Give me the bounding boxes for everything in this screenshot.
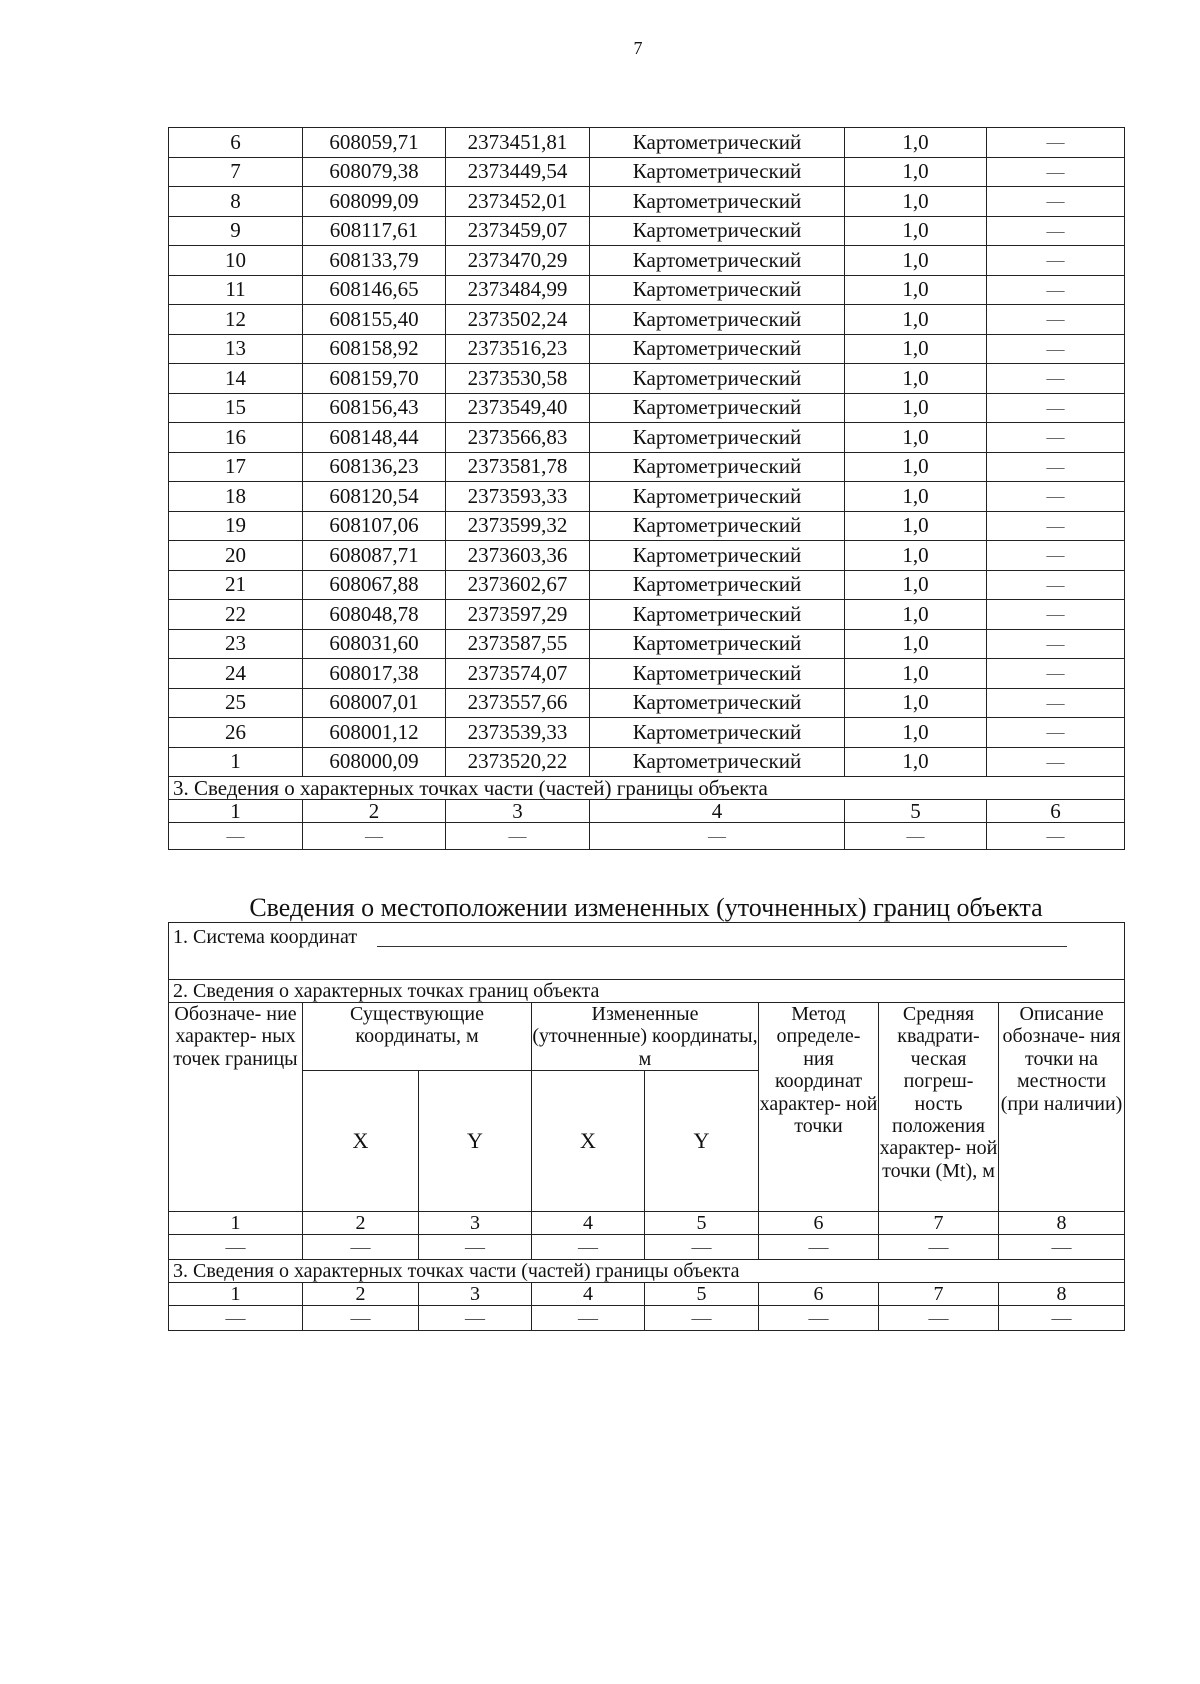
table-cell: Картометрический — [590, 128, 845, 158]
table-cell: 1,0 — [845, 187, 987, 217]
header-point-designation: Обозначе- ние характер- ных точек границы — [169, 1003, 303, 1212]
table-cell: Картометрический — [590, 482, 845, 512]
table-cell: 18 — [169, 482, 303, 512]
table-cell: 1,0 — [845, 688, 987, 718]
table-cell: 24 — [169, 659, 303, 689]
table-cell: — — [987, 747, 1125, 777]
table-cell: 608133,79 — [303, 246, 446, 276]
empty-cell: — — [303, 823, 446, 850]
table-row — [169, 541, 1125, 571]
table-cell: 1,0 — [845, 393, 987, 423]
table-cell: Картометрический — [590, 600, 845, 630]
table-cell: 608087,71 — [303, 541, 446, 571]
table-cell: 1,0 — [845, 570, 987, 600]
table-cell: 2373449,54 — [446, 157, 590, 187]
table-cell: 1,0 — [845, 718, 987, 748]
table-cell: Картометрический — [590, 452, 845, 482]
header-existing-coords: Существующие координаты, м — [303, 1003, 532, 1071]
table-cell: 1,0 — [845, 511, 987, 541]
empty-cell: — — [169, 1235, 303, 1260]
table-row — [169, 393, 1125, 423]
table-cell: 608120,54 — [303, 482, 446, 512]
table-row — [169, 187, 1125, 217]
header-method: Метод определе- ния координат характер- ной точки — [759, 1003, 879, 1212]
table-cell: 608031,60 — [303, 629, 446, 659]
table-cell: — — [987, 364, 1125, 394]
table-cell: 26 — [169, 718, 303, 748]
table-row — [169, 659, 1125, 689]
table-cell: — — [987, 629, 1125, 659]
table-cell: Картометрический — [590, 246, 845, 276]
table-cell: — — [987, 216, 1125, 246]
table-cell: 1,0 — [845, 216, 987, 246]
table-cell: 2373452,01 — [446, 187, 590, 217]
table-cell: 608159,70 — [303, 364, 446, 394]
table-cell: — — [987, 246, 1125, 276]
table-cell: — — [987, 423, 1125, 453]
table-cell: Картометрический — [590, 216, 845, 246]
table-cell: 1,0 — [845, 157, 987, 187]
header-y-changed: Y — [645, 1071, 759, 1212]
empty-cell: — — [999, 1235, 1125, 1260]
table-cell: 2373520,22 — [446, 747, 590, 777]
table-cell: 2373587,55 — [446, 629, 590, 659]
table-cell: 2373530,58 — [446, 364, 590, 394]
column-number: 5 — [645, 1283, 759, 1306]
table-cell: 608001,12 — [303, 718, 446, 748]
table-cell: 11 — [169, 275, 303, 305]
column-number: 6 — [759, 1212, 879, 1235]
table-cell: 2373502,24 — [446, 305, 590, 335]
table-row — [169, 275, 1125, 305]
empty-cell: — — [845, 823, 987, 850]
table-row — [169, 688, 1125, 718]
column-number: 4 — [532, 1283, 645, 1306]
table-cell: 15 — [169, 393, 303, 423]
table-cell: 608007,01 — [303, 688, 446, 718]
column-number: 4 — [532, 1212, 645, 1235]
table-cell: 2373557,66 — [446, 688, 590, 718]
table-cell: Картометрический — [590, 305, 845, 335]
table-row — [169, 482, 1125, 512]
table-cell: 2373603,36 — [446, 541, 590, 571]
empty-cell: — — [645, 1235, 759, 1260]
table-cell: 8 — [169, 187, 303, 217]
table-cell: Картометрический — [590, 511, 845, 541]
table-row — [169, 216, 1125, 246]
table-cell: 608156,43 — [303, 393, 446, 423]
table-cell: 1,0 — [845, 629, 987, 659]
table-cell: 2373593,33 — [446, 482, 590, 512]
empty-cell: — — [532, 1306, 645, 1331]
table-cell: 6 — [169, 128, 303, 158]
empty-cell: — — [645, 1306, 759, 1331]
column-number: 2 — [303, 1283, 419, 1306]
table-cell: Картометрический — [590, 393, 845, 423]
table-cell: 9 — [169, 216, 303, 246]
table-cell: 14 — [169, 364, 303, 394]
table-cell: 2373599,32 — [446, 511, 590, 541]
table-cell: 10 — [169, 246, 303, 276]
table-row — [169, 629, 1125, 659]
table-row — [169, 364, 1125, 394]
table-cell: — — [987, 600, 1125, 630]
empty-cell: — — [759, 1306, 879, 1331]
table-cell: 1,0 — [845, 423, 987, 453]
table-cell: 21 — [169, 570, 303, 600]
table-cell: — — [987, 128, 1125, 158]
column-number: 1 — [169, 1283, 303, 1306]
table-row — [169, 305, 1125, 335]
table-cell: 1,0 — [845, 128, 987, 158]
table-cell: Картометрический — [590, 423, 845, 453]
table-cell: 2373539,33 — [446, 718, 590, 748]
table-cell: 2373459,07 — [446, 216, 590, 246]
table-cell: 608148,44 — [303, 423, 446, 453]
column-number: 7 — [879, 1212, 999, 1235]
table-cell: 1 — [169, 747, 303, 777]
table-row — [169, 570, 1125, 600]
coordinate-system-label: 1. Система координат — [173, 926, 358, 948]
table-cell: 2373516,23 — [446, 334, 590, 364]
section3-title-2: 3. Сведения о характерных точках части (частей) границы объекта — [169, 1260, 1125, 1283]
column-number: 2 — [303, 1212, 419, 1235]
table-cell: 608146,65 — [303, 275, 446, 305]
table-cell: 2373581,78 — [446, 452, 590, 482]
table-cell: — — [987, 482, 1125, 512]
table-cell: — — [987, 718, 1125, 748]
table-cell: 19 — [169, 511, 303, 541]
changed-boundaries-table — [168, 922, 1125, 1331]
table-row — [169, 128, 1125, 158]
table-cell: 12 — [169, 305, 303, 335]
table-cell: 1,0 — [845, 659, 987, 689]
table-cell: 22 — [169, 600, 303, 630]
column-number: 4 — [590, 800, 845, 823]
section-title: Сведения о местоположении измененных (уточненных) границ объекта — [249, 893, 1043, 922]
table-cell: 7 — [169, 157, 303, 187]
empty-cell: — — [759, 1235, 879, 1260]
table-cell: — — [987, 275, 1125, 305]
table-cell: Картометрический — [590, 659, 845, 689]
table-cell: 20 — [169, 541, 303, 571]
table-row — [169, 747, 1125, 777]
header-y-existing: Y — [419, 1071, 532, 1212]
table-cell: 1,0 — [845, 452, 987, 482]
table-cell: — — [987, 305, 1125, 335]
table-cell: Картометрический — [590, 629, 845, 659]
column-number: 7 — [879, 1283, 999, 1306]
table-cell: 608048,78 — [303, 600, 446, 630]
table-row — [169, 246, 1125, 276]
table-cell: 608059,71 — [303, 128, 446, 158]
table-cell: 2373597,29 — [446, 600, 590, 630]
table-cell: 2373484,99 — [446, 275, 590, 305]
table-cell: Картометрический — [590, 334, 845, 364]
table-cell: 2373549,40 — [446, 393, 590, 423]
column-number: 1 — [169, 1212, 303, 1235]
empty-cell: — — [446, 823, 590, 850]
table-cell: — — [987, 511, 1125, 541]
column-number: 3 — [446, 800, 590, 823]
column-number: 6 — [759, 1283, 879, 1306]
page-number: 7 — [633, 38, 643, 58]
table-cell: 608107,06 — [303, 511, 446, 541]
table-cell: 16 — [169, 423, 303, 453]
empty-cell: — — [419, 1235, 532, 1260]
table-cell: Картометрический — [590, 688, 845, 718]
header-x-existing: X — [303, 1071, 419, 1212]
empty-cell: — — [590, 823, 845, 850]
table-cell: 1,0 — [845, 482, 987, 512]
empty-cell: — — [879, 1306, 999, 1331]
table-cell: 608000,09 — [303, 747, 446, 777]
table-row — [169, 334, 1125, 364]
table-cell: 2373574,07 — [446, 659, 590, 689]
column-number: 2 — [303, 800, 446, 823]
table-cell: 23 — [169, 629, 303, 659]
table-cell: Картометрический — [590, 275, 845, 305]
table-cell: — — [987, 570, 1125, 600]
empty-cell: — — [303, 1306, 419, 1331]
table-cell: — — [987, 187, 1125, 217]
header-changed-coords: Измененные (уточненные) координаты, м — [532, 1003, 758, 1070]
table-cell: 1,0 — [845, 541, 987, 571]
table-cell: 1,0 — [845, 334, 987, 364]
column-number: 8 — [999, 1283, 1125, 1306]
empty-cell: — — [532, 1235, 645, 1260]
table-cell: — — [987, 541, 1125, 571]
coordinate-system-row — [169, 923, 1125, 980]
table-cell: 1,0 — [845, 305, 987, 335]
empty-cell: — — [987, 823, 1125, 850]
table-cell: 1,0 — [845, 600, 987, 630]
column-number: 5 — [845, 800, 987, 823]
table-row — [169, 452, 1125, 482]
section2-title: 2. Сведения о характерных точках границ объекта — [169, 980, 1125, 1003]
table-cell: 608099,09 — [303, 187, 446, 217]
table-cell: 608117,61 — [303, 216, 446, 246]
table-cell: Картометрический — [590, 747, 845, 777]
empty-cell: — — [303, 1235, 419, 1260]
empty-cell: — — [419, 1306, 532, 1331]
section3-title: 3. Сведения о характерных точках части (частей) границы объекта — [169, 777, 1125, 800]
column-number: 3 — [419, 1283, 532, 1306]
table-cell: 608017,38 — [303, 659, 446, 689]
table-cell: — — [987, 334, 1125, 364]
table-cell: Картометрический — [590, 718, 845, 748]
table-cell: 608079,38 — [303, 157, 446, 187]
column-number: 3 — [419, 1212, 532, 1235]
table-cell: 1,0 — [845, 364, 987, 394]
empty-cell: — — [879, 1235, 999, 1260]
header-mean-error: Средняя квадрати- ческая погреш- ность положения характер- ной точки (Mt), м — [879, 1003, 999, 1212]
empty-cell: — — [999, 1306, 1125, 1331]
table-row — [169, 423, 1125, 453]
column-number: 8 — [999, 1212, 1125, 1235]
table-cell: Картометрический — [590, 187, 845, 217]
table-cell: 1,0 — [845, 747, 987, 777]
table-cell: 2373602,67 — [446, 570, 590, 600]
table-cell: 1,0 — [845, 275, 987, 305]
header-description: Описание обозначе- ния точки на местности (при наличии) — [999, 1003, 1125, 1212]
table-cell: Картометрический — [590, 570, 845, 600]
table-cell: 2373451,81 — [446, 128, 590, 158]
boundary-points-table — [168, 127, 1125, 850]
table-cell: 17 — [169, 452, 303, 482]
table-cell: 13 — [169, 334, 303, 364]
table-cell: — — [987, 452, 1125, 482]
table-cell: — — [987, 157, 1125, 187]
table-cell: 608136,23 — [303, 452, 446, 482]
coordinate-system-blank — [377, 932, 1067, 947]
header-x-changed: X — [532, 1071, 645, 1212]
column-number: 5 — [645, 1212, 759, 1235]
table-cell: 608155,40 — [303, 305, 446, 335]
table-cell: 25 — [169, 688, 303, 718]
table-cell: 2373566,83 — [446, 423, 590, 453]
table-row — [169, 718, 1125, 748]
table-cell: Картометрический — [590, 157, 845, 187]
table-row — [169, 157, 1125, 187]
table-cell: 608067,88 — [303, 570, 446, 600]
empty-cell: — — [169, 1306, 303, 1331]
column-number: 6 — [987, 800, 1125, 823]
table-cell: 2373470,29 — [446, 246, 590, 276]
table-cell: 608158,92 — [303, 334, 446, 364]
table-cell: 1,0 — [845, 246, 987, 276]
empty-cell: — — [169, 823, 303, 850]
column-number: 1 — [169, 800, 303, 823]
table-cell: — — [987, 688, 1125, 718]
table-cell: — — [987, 659, 1125, 689]
table-cell: — — [987, 393, 1125, 423]
table-cell: Картометрический — [590, 541, 845, 571]
table-row — [169, 600, 1125, 630]
table-cell: Картометрический — [590, 364, 845, 394]
table-row — [169, 511, 1125, 541]
